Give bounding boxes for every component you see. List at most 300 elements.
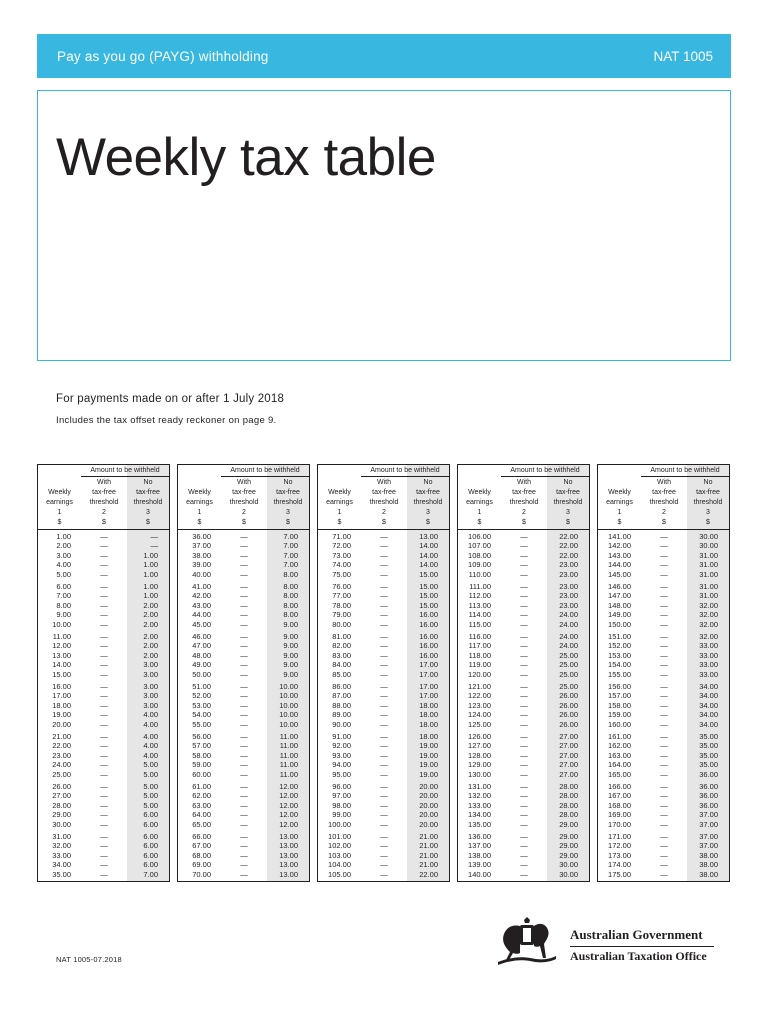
table-row — [38, 701, 169, 710]
with-threshold-cell: — — [520, 632, 528, 641]
header-text: threshold — [553, 499, 583, 506]
no-threshold-cell: 13.00 — [279, 850, 298, 860]
table-row — [38, 660, 169, 669]
no-threshold-cell: 22.00 — [419, 869, 438, 879]
with-threshold-cell: — — [660, 869, 668, 879]
earnings-cell: 149.00 — [608, 610, 631, 620]
earnings-cell: 108.00 — [468, 550, 491, 560]
earnings-cell: 57.00 — [192, 741, 211, 751]
earnings-cell: 153.00 — [608, 650, 631, 660]
no-threshold-cell: 1.00 — [143, 569, 158, 579]
with-threshold-cell: — — [100, 582, 108, 591]
earnings-cell: 34.00 — [52, 860, 71, 870]
amount-withheld-header: Amount to be withheld — [230, 467, 300, 474]
with-threshold-cell: — — [520, 800, 528, 810]
no-threshold-cell: 23.00 — [559, 582, 578, 591]
no-threshold-cell: 17.00 — [419, 660, 438, 670]
earnings-cell: 50.00 — [192, 669, 211, 679]
earnings-cell: 94.00 — [332, 760, 351, 770]
earnings-cell: 18.00 — [52, 700, 71, 710]
earnings-cell: 167.00 — [608, 791, 631, 801]
no-threshold-cell: 19.00 — [419, 769, 438, 779]
header-separator — [178, 529, 309, 530]
row-group — [598, 582, 729, 632]
table-row — [458, 782, 589, 791]
earnings-cell: 175.00 — [608, 869, 631, 879]
earnings-cell: 78.00 — [332, 600, 351, 610]
earnings-cell: 97.00 — [332, 791, 351, 801]
no-threshold-cell: 15.00 — [419, 582, 438, 591]
no-threshold-cell: 27.00 — [559, 769, 578, 779]
no-threshold-cell: 33.00 — [699, 650, 718, 660]
earnings-cell: 137.00 — [468, 841, 491, 851]
no-threshold-cell: 18.00 — [419, 700, 438, 710]
earnings-cell: 90.00 — [332, 719, 351, 729]
header-separator — [38, 529, 169, 530]
no-threshold-cell: 9.00 — [283, 660, 298, 670]
with-threshold-cell: — — [100, 641, 108, 651]
with-threshold-cell: — — [660, 741, 668, 751]
with-threshold-cell: — — [660, 682, 668, 691]
table-row — [178, 751, 309, 760]
earnings-cell: 54.00 — [192, 710, 211, 720]
ato-logo — [490, 916, 720, 972]
banner-doc-code: NAT 1005 — [653, 49, 713, 64]
with-threshold-cell: — — [520, 691, 528, 701]
table-row — [178, 670, 309, 679]
header-text: threshold — [89, 499, 119, 506]
no-threshold-cell: 16.00 — [419, 610, 438, 620]
table-row — [38, 582, 169, 591]
no-threshold-cell: 4.00 — [143, 750, 158, 760]
with-threshold-cell: — — [380, 582, 388, 591]
earnings-cell: 46.00 — [192, 632, 211, 641]
no-threshold-cell: 21.00 — [419, 841, 438, 851]
row-group — [38, 582, 169, 632]
header-text: threshold — [693, 499, 723, 506]
with-threshold-cell: — — [240, 719, 248, 729]
header-text: earnings — [46, 499, 73, 506]
earnings-cell: 19.00 — [52, 710, 71, 720]
with-threshold-cell: — — [660, 591, 668, 601]
table-row — [598, 660, 729, 669]
table-row — [458, 610, 589, 619]
with-threshold-cell: — — [240, 791, 248, 801]
with-threshold-cell: — — [240, 632, 248, 641]
weekly-earnings-header — [318, 488, 361, 528]
table-row — [598, 570, 729, 579]
with-threshold-cell: — — [240, 641, 248, 651]
header-text: Weekly — [188, 489, 211, 496]
no-threshold-cell: 28.00 — [559, 810, 578, 820]
header-text: $ — [286, 519, 290, 526]
no-threshold-cell: 34.00 — [699, 700, 718, 710]
earnings-cell: 96.00 — [332, 782, 351, 791]
table-row — [178, 770, 309, 779]
no-threshold-cell: — — [150, 541, 158, 551]
earnings-cell: 2.00 — [56, 541, 71, 551]
table-row — [458, 841, 589, 850]
header-text: tax-free — [556, 489, 580, 496]
table-row — [458, 760, 589, 769]
earnings-cell: 42.00 — [192, 591, 211, 601]
tax-tables — [37, 464, 731, 882]
table-row — [598, 591, 729, 600]
table-row — [38, 541, 169, 550]
no-threshold-cell: 3.00 — [143, 691, 158, 701]
no-threshold-cell: 1.00 — [143, 591, 158, 601]
earnings-cell: 66.00 — [192, 832, 211, 841]
with-threshold-cell: — — [520, 560, 528, 570]
table-row — [458, 632, 589, 641]
with-threshold-cell: — — [380, 619, 388, 629]
table-row — [598, 841, 729, 850]
table-row — [38, 791, 169, 800]
table-row — [598, 770, 729, 779]
no-threshold-cell: 27.00 — [559, 732, 578, 741]
table-row — [38, 760, 169, 769]
with-threshold-cell: — — [380, 732, 388, 741]
earnings-cell: 148.00 — [608, 600, 631, 610]
earnings-cell: 22.00 — [52, 741, 71, 751]
table-row — [598, 691, 729, 700]
table-row — [178, 741, 309, 750]
row-group — [598, 682, 729, 732]
earnings-cell: 166.00 — [608, 782, 631, 791]
with-threshold-cell: — — [380, 819, 388, 829]
row-group — [38, 832, 169, 882]
table-row — [458, 860, 589, 869]
earnings-cell: 120.00 — [468, 669, 491, 679]
earnings-cell: 152.00 — [608, 641, 631, 651]
earnings-cell: 114.00 — [468, 610, 491, 620]
no-threshold-cell: 5.00 — [143, 791, 158, 801]
header-text: tax-free — [232, 489, 256, 496]
no-threshold-cell: 38.00 — [699, 850, 718, 860]
row-group — [458, 782, 589, 832]
with-threshold-cell: — — [520, 532, 528, 541]
table-row — [598, 670, 729, 679]
header-text: earnings — [606, 499, 633, 506]
table-body — [38, 532, 169, 882]
with-threshold-cell: — — [240, 569, 248, 579]
no-threshold-cell: 37.00 — [699, 841, 718, 851]
logo-divider — [570, 946, 714, 947]
no-threshold-cell: 5.00 — [143, 800, 158, 810]
no-threshold-cell: 6.00 — [143, 850, 158, 860]
no-threshold-cell: 3.00 — [143, 682, 158, 691]
with-threshold-cell: — — [380, 591, 388, 601]
table-row — [598, 760, 729, 769]
earnings-cell: 115.00 — [468, 619, 491, 629]
with-threshold-cell: — — [380, 850, 388, 860]
no-threshold-cell: 2.00 — [143, 641, 158, 651]
no-threshold-cell: 5.00 — [143, 760, 158, 770]
with-threshold-cell: — — [520, 541, 528, 551]
table-row — [598, 682, 729, 691]
table-row — [38, 641, 169, 650]
no-threshold-cell: 8.00 — [283, 591, 298, 601]
with-threshold-cell: — — [660, 810, 668, 820]
no-threshold-cell: 32.00 — [699, 600, 718, 610]
no-threshold-cell: 4.00 — [143, 732, 158, 741]
table-row — [598, 832, 729, 841]
no-threshold-cell: 6.00 — [143, 841, 158, 851]
with-threshold-cell: — — [660, 691, 668, 701]
earnings-cell: 112.00 — [468, 591, 491, 601]
earnings-cell: 159.00 — [608, 710, 631, 720]
row-group — [598, 782, 729, 832]
table-row — [318, 860, 449, 869]
with-threshold-cell: — — [100, 719, 108, 729]
no-threshold-cell: 20.00 — [419, 810, 438, 820]
table-row — [458, 791, 589, 800]
earnings-cell: 32.00 — [52, 841, 71, 851]
with-threshold-cell: — — [240, 850, 248, 860]
earnings-cell: 158.00 — [608, 700, 631, 710]
table-row — [318, 801, 449, 810]
earnings-cell: 170.00 — [608, 819, 631, 829]
with-threshold-cell: — — [520, 550, 528, 560]
table-row — [318, 770, 449, 779]
with-threshold-cell: — — [100, 760, 108, 770]
earnings-cell: 71.00 — [332, 532, 351, 541]
header-text: Weekly — [48, 489, 71, 496]
no-threshold-cell: 25.00 — [559, 682, 578, 691]
no-threshold-cell: 30.00 — [699, 532, 718, 541]
earnings-cell: 116.00 — [468, 632, 491, 641]
table-row — [38, 810, 169, 819]
header-text: tax-free — [372, 489, 396, 496]
earnings-cell: 110.00 — [468, 569, 491, 579]
with-threshold-cell: — — [380, 782, 388, 791]
with-threshold-cell: — — [240, 691, 248, 701]
earnings-cell: 39.00 — [192, 560, 211, 570]
row-group — [178, 782, 309, 832]
header-text: With — [237, 479, 251, 486]
table-row — [318, 870, 449, 879]
with-threshold-cell: — — [520, 660, 528, 670]
table-row — [38, 591, 169, 600]
with-threshold-cell: — — [380, 691, 388, 701]
earnings-cell: 87.00 — [332, 691, 351, 701]
no-threshold-header — [267, 478, 309, 528]
header-text: 2 — [662, 509, 666, 516]
with-threshold-cell: — — [520, 869, 528, 879]
with-threshold-cell: — — [520, 669, 528, 679]
table-row — [458, 591, 589, 600]
no-threshold-cell: 4.00 — [143, 710, 158, 720]
amount-withheld-header: Amount to be withheld — [370, 467, 440, 474]
with-threshold-cell: — — [520, 582, 528, 591]
header-text: earnings — [326, 499, 353, 506]
row-group — [458, 832, 589, 882]
table-row — [178, 691, 309, 700]
with-threshold-cell: — — [240, 650, 248, 660]
earnings-cell: 28.00 — [52, 800, 71, 810]
with-threshold-cell: — — [240, 550, 248, 560]
table-row — [178, 532, 309, 541]
earnings-cell: 74.00 — [332, 560, 351, 570]
earnings-cell: 11.00 — [52, 632, 71, 641]
table-row — [458, 641, 589, 650]
table-row — [318, 591, 449, 600]
row-group — [38, 782, 169, 832]
earnings-cell: 40.00 — [192, 569, 211, 579]
no-threshold-cell: 26.00 — [559, 691, 578, 701]
with-threshold-header — [221, 478, 267, 528]
earnings-cell: 157.00 — [608, 691, 631, 701]
no-threshold-cell: 6.00 — [143, 810, 158, 820]
table-row — [178, 620, 309, 629]
with-threshold-cell: — — [380, 769, 388, 779]
no-threshold-cell: 10.00 — [279, 700, 298, 710]
with-threshold-cell: — — [660, 669, 668, 679]
with-threshold-cell: — — [100, 660, 108, 670]
earnings-cell: 6.00 — [56, 582, 71, 591]
no-threshold-cell: 20.00 — [419, 800, 438, 810]
table-row — [458, 820, 589, 829]
table-row — [318, 841, 449, 850]
no-threshold-cell: 12.00 — [279, 819, 298, 829]
earnings-cell: 26.00 — [52, 782, 71, 791]
no-threshold-cell: 14.00 — [419, 541, 438, 551]
earnings-cell: 23.00 — [52, 750, 71, 760]
with-threshold-cell: — — [660, 632, 668, 641]
with-threshold-cell: — — [520, 791, 528, 801]
earnings-cell: 75.00 — [332, 569, 351, 579]
no-threshold-cell: 18.00 — [419, 732, 438, 741]
with-threshold-cell: — — [100, 600, 108, 610]
earnings-cell: 95.00 — [332, 769, 351, 779]
no-threshold-cell: 18.00 — [419, 719, 438, 729]
with-threshold-cell: — — [520, 700, 528, 710]
table-row — [178, 851, 309, 860]
table-row — [318, 610, 449, 619]
row-group — [38, 632, 169, 682]
table-row — [38, 620, 169, 629]
no-threshold-cell: 35.00 — [699, 750, 718, 760]
no-threshold-cell: 6.00 — [143, 819, 158, 829]
earnings-cell: 83.00 — [332, 650, 351, 660]
with-threshold-cell: — — [660, 760, 668, 770]
with-threshold-cell: — — [660, 860, 668, 870]
table-row — [318, 551, 449, 560]
header-separator — [598, 529, 729, 530]
earnings-cell: 9.00 — [56, 610, 71, 620]
table-row — [458, 670, 589, 679]
with-threshold-cell: — — [520, 719, 528, 729]
with-threshold-cell: — — [380, 641, 388, 651]
table-row — [318, 560, 449, 569]
header-text: $ — [522, 519, 526, 526]
no-threshold-cell: 27.00 — [559, 741, 578, 751]
table-row — [318, 741, 449, 750]
with-threshold-header — [81, 478, 127, 528]
no-threshold-cell: 12.00 — [279, 800, 298, 810]
table-row — [38, 741, 169, 750]
table-row — [598, 610, 729, 619]
table-row — [318, 660, 449, 669]
table-row — [318, 670, 449, 679]
with-threshold-cell: — — [660, 819, 668, 829]
table-row — [458, 710, 589, 719]
with-threshold-cell: — — [100, 782, 108, 791]
table-row — [598, 782, 729, 791]
with-threshold-cell: — — [240, 732, 248, 741]
earnings-cell: 142.00 — [608, 541, 631, 551]
header-text: $ — [242, 519, 246, 526]
with-threshold-cell: — — [100, 741, 108, 751]
no-threshold-cell: 5.00 — [143, 769, 158, 779]
no-threshold-cell: 25.00 — [559, 660, 578, 670]
earnings-cell: 100.00 — [328, 819, 351, 829]
earnings-cell: 132.00 — [468, 791, 491, 801]
table-row — [318, 682, 449, 691]
row-group — [178, 532, 309, 582]
table-row — [38, 841, 169, 850]
header-text: 1 — [197, 509, 202, 516]
no-threshold-cell: 12.00 — [279, 810, 298, 820]
with-threshold-cell: — — [520, 782, 528, 791]
no-threshold-cell: 2.00 — [143, 632, 158, 641]
with-threshold-cell: — — [380, 760, 388, 770]
header-text: 2 — [522, 509, 526, 516]
no-threshold-cell: 22.00 — [559, 541, 578, 551]
table-row — [38, 751, 169, 760]
header-text: 1 — [57, 509, 62, 516]
with-threshold-cell: — — [240, 782, 248, 791]
no-threshold-cell: 19.00 — [419, 750, 438, 760]
table-row — [598, 720, 729, 729]
row-group — [598, 732, 729, 782]
table-row — [178, 791, 309, 800]
with-threshold-cell: — — [240, 800, 248, 810]
with-threshold-cell: — — [380, 632, 388, 641]
table-row — [178, 760, 309, 769]
earnings-cell: 164.00 — [608, 760, 631, 770]
header-text: $ — [426, 519, 430, 526]
earnings-cell: 35.00 — [52, 869, 71, 879]
earnings-cell: 154.00 — [608, 660, 631, 670]
no-threshold-cell: 20.00 — [419, 782, 438, 791]
header-text: Weekly — [468, 489, 491, 496]
table-row — [38, 551, 169, 560]
header-text: 3 — [706, 509, 710, 516]
header-text: threshold — [273, 499, 303, 506]
no-threshold-cell: 29.00 — [559, 819, 578, 829]
header-text: No — [563, 479, 573, 486]
with-threshold-cell: — — [100, 841, 108, 851]
no-threshold-cell: 2.00 — [143, 619, 158, 629]
tax-table — [597, 464, 730, 882]
table-row — [178, 732, 309, 741]
header-text: With — [377, 479, 391, 486]
table-row — [458, 801, 589, 810]
table-row — [458, 751, 589, 760]
header-text: 1 — [617, 509, 622, 516]
header-text: tax-free — [512, 489, 536, 496]
tax-table — [317, 464, 450, 882]
no-threshold-cell: 7.00 — [283, 550, 298, 560]
table-row — [598, 532, 729, 541]
no-threshold-cell: 28.00 — [559, 782, 578, 791]
table-row — [458, 851, 589, 860]
table-row — [458, 582, 589, 591]
table-row — [178, 832, 309, 841]
header-text: threshold — [413, 499, 443, 506]
table-row — [178, 632, 309, 641]
